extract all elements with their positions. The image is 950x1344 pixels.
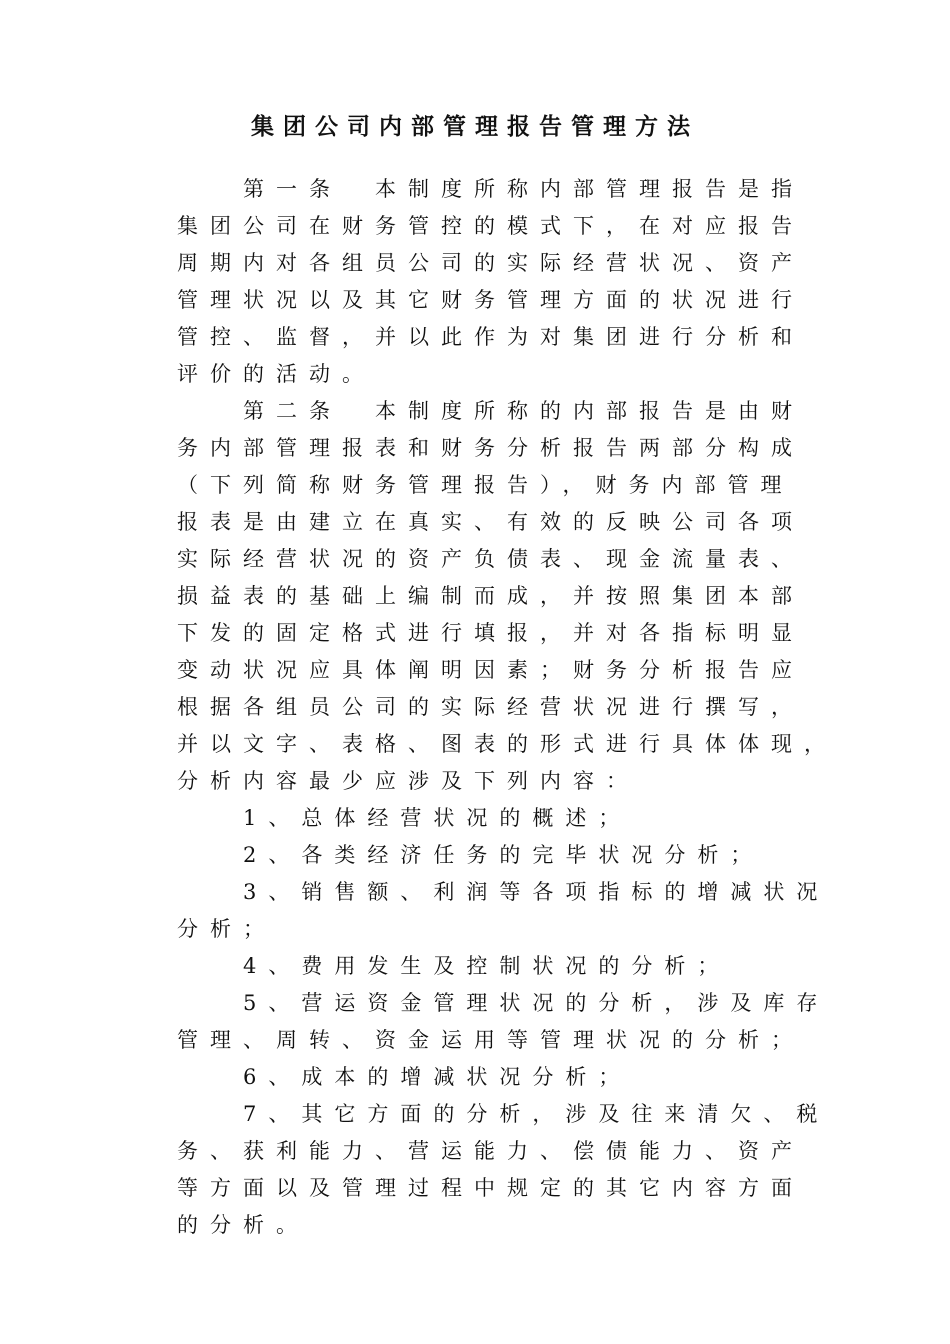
text-line: 报表是由建立在真实、有效的反映公司各项 (177, 510, 804, 534)
text-line: 管控、监督，并以此作为对集团进行分析和 (177, 325, 804, 349)
text-line: 评价的活动。 (177, 362, 375, 386)
text-line: 分析； (177, 917, 276, 941)
text-line: 第二条 本制度所称的内部报告是由财 (243, 399, 804, 423)
text-line: （下列简称财务管理报告），财务内部管理 (177, 473, 794, 497)
text-line: 实际经营状况的资产负债表、现金流量表、 (177, 547, 804, 571)
text-line: 分析内容最少应涉及下列内容： (177, 769, 639, 793)
text-line: 变动状况应具体阐明因素；财务分析报告应 (177, 658, 804, 682)
text-line: 周期内对各组员公司的实际经营状况、资产 (177, 251, 804, 275)
list-item: 5、营运资金管理状况的分析，涉及库存 (243, 991, 830, 1015)
text-line: 并以文字、表格、图表的形式进行具体体现， (177, 732, 837, 756)
list-item: 1、总体经营状况的概述； (243, 806, 632, 830)
text-line: 等方面以及管理过程中规定的其它内容方面 (177, 1176, 804, 1200)
text-line: 根据各组员公司的实际经营状况进行撰写， (177, 695, 804, 719)
text-line: 管理、周转、资金运用等管理状况的分析； (177, 1028, 804, 1052)
document-title: 集团公司内部管理报告管理方法 (251, 114, 699, 140)
list-item: 3、销售额、利润等各项指标的增减状况 (243, 880, 830, 904)
text-line: 的分析。 (177, 1213, 309, 1237)
text-line: 集团公司在财务管控的模式下，在对应报告 (177, 214, 804, 238)
list-item: 4、费用发生及控制状况的分析； (243, 954, 731, 978)
list-item: 6、成本的增减状况分析； (243, 1065, 632, 1089)
text-line: 下发的固定格式进行填报，并对各指标明显 (177, 621, 804, 645)
text-line: 务、获利能力、营运能力、偿债能力、资产 (177, 1139, 804, 1163)
text-line: 务内部管理报表和财务分析报告两部分构成 (177, 436, 804, 460)
text-line: 第一条 本制度所称内部管理报告是指 (243, 177, 804, 201)
text-line: 损益表的基础上编制而成，并按照集团本部 (177, 584, 804, 608)
list-item: 7、其它方面的分析，涉及往来清欠、税 (243, 1102, 830, 1126)
document-body (177, 171, 837, 1244)
text-line: 管理状况以及其它财务管理方面的状况进行 (177, 288, 804, 312)
list-item: 2、各类经济任务的完毕状况分析； (243, 843, 764, 867)
